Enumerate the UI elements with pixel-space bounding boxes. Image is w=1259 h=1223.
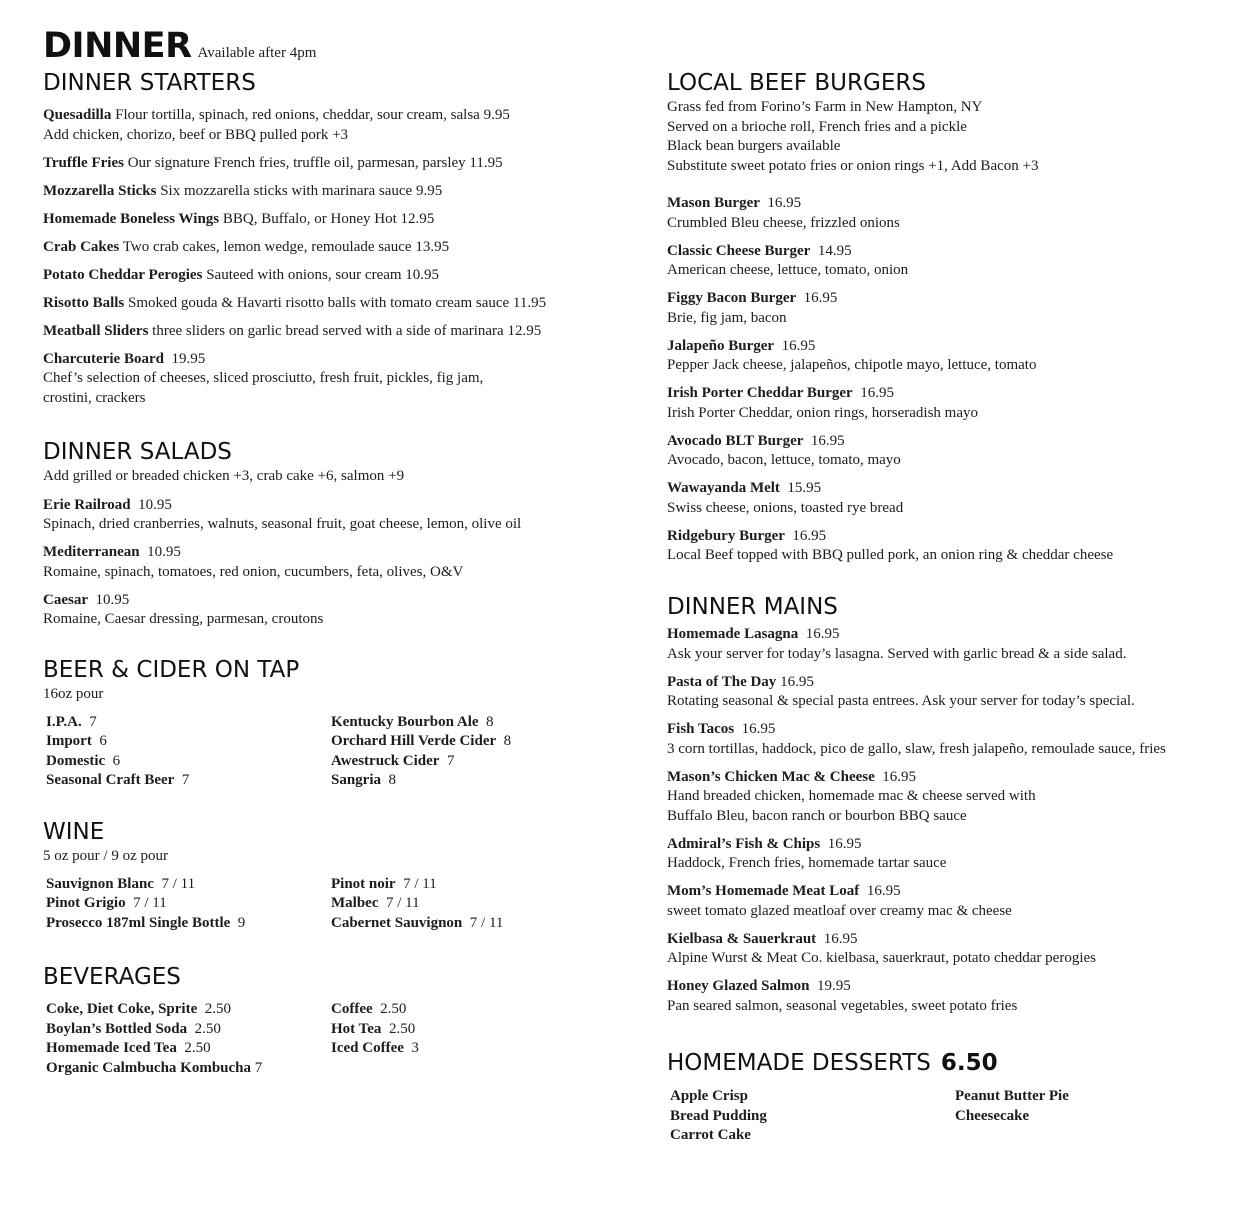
list-item: Cabernet Sauvignon 7 / 11 bbox=[331, 914, 504, 931]
menu-item bbox=[43, 182, 623, 202]
list-item: Coffee 2.50 bbox=[331, 1001, 407, 1017]
burgers-heading: LOCAL BEEF BURGERS bbox=[667, 70, 926, 96]
item-name: Mason Burger bbox=[667, 195, 760, 211]
item-price: 10.95 bbox=[147, 544, 181, 560]
desserts-heading: HOMEMADE DESSERTS bbox=[667, 1050, 931, 1076]
menu-item bbox=[667, 384, 1237, 423]
item-name: Admiral’s Fish & Chips bbox=[667, 835, 821, 852]
item-price: 16.95 bbox=[866, 883, 901, 899]
item-name: Pasta of The Day bbox=[667, 673, 777, 690]
list-item: Sangria 8 bbox=[331, 772, 397, 788]
item-extra: Add chicken, chorizo, beef or BBQ pulled pork +3 bbox=[43, 126, 349, 143]
menu-item bbox=[43, 591, 623, 630]
item-description: Rotating seasonal & special pasta entrees. Ask your server for today’s special. bbox=[667, 693, 1135, 709]
item-price: 16.95 bbox=[803, 290, 838, 306]
item-name: Mediterranean bbox=[43, 544, 140, 560]
list-item: Pinot noir 7 / 11 bbox=[331, 875, 437, 892]
item-name: Caesar bbox=[43, 591, 88, 608]
desserts-price: 6.50 bbox=[940, 1050, 998, 1076]
item-description: Romaine, Caesar dressing, parmesan, croutons bbox=[43, 611, 324, 627]
list-item: Hot Tea 2.50 bbox=[331, 1020, 416, 1037]
item-description: American cheese, lettuce, tomato, onion bbox=[667, 262, 909, 278]
item-description: Ask your server for today’s lasagna. Served with garlic bread & a side salad. bbox=[667, 645, 1127, 662]
item-description: Two crab cakes, lemon wedge, remoulade sauce 13.95 bbox=[122, 238, 450, 255]
item-name: Fish Tacos bbox=[667, 721, 735, 737]
desserts-list bbox=[667, 1087, 1237, 1147]
item-name: Classic Cheese Burger bbox=[667, 242, 811, 259]
item-description: 3 corn tortillas, haddock, pico de gallo, slaw, fresh jalapeño, remoulade sauce, fries bbox=[667, 740, 1166, 757]
item-name: Quesadilla bbox=[43, 107, 112, 123]
item-price: 14.95 bbox=[817, 242, 852, 259]
list-item: Sauvignon Blanc 7 / 11 bbox=[46, 875, 196, 892]
beer-heading: BEER & CIDER ON TAP bbox=[43, 657, 300, 683]
item-price: 16.95 bbox=[805, 626, 840, 642]
item-price: 15.95 bbox=[787, 480, 822, 496]
menu-item bbox=[667, 194, 1237, 233]
item-price: 10.95 bbox=[138, 496, 172, 513]
list-item: Seasonal Craft Beer 7 bbox=[46, 772, 190, 788]
menu-item bbox=[667, 337, 1237, 376]
item-name: Kielbasa & Sauerkraut bbox=[667, 930, 817, 947]
wine-section bbox=[43, 817, 623, 935]
menu-title-row bbox=[43, 26, 316, 66]
menu-item bbox=[43, 106, 623, 145]
item-name: Crab Cakes bbox=[43, 238, 120, 255]
item-price: 16.95 bbox=[882, 768, 917, 785]
desserts-section bbox=[667, 1048, 1237, 1147]
wine-note: 5 oz pour / 9 oz pour bbox=[43, 848, 168, 864]
item-description: Our signature French fries, truffle oil, parmesan, parsley 11.95 bbox=[127, 154, 503, 171]
item-price: 16.95 bbox=[827, 835, 862, 852]
item-name: Risotto Balls bbox=[43, 294, 125, 311]
list-item: I.P.A. 7 bbox=[46, 713, 97, 730]
item-description: Hand breaded chicken, homemade mac & cheese served with bbox=[667, 788, 1036, 804]
item-description: Avocado, bacon, lettuce, tomato, mayo bbox=[667, 452, 901, 468]
list-item: Apple Crisp bbox=[670, 1088, 748, 1104]
menu-item bbox=[667, 930, 1237, 969]
menu-item bbox=[667, 527, 1237, 566]
menu-item bbox=[43, 350, 623, 409]
beer-section bbox=[43, 655, 623, 793]
menu-item bbox=[667, 768, 1237, 827]
item-price: 16.95 bbox=[823, 930, 858, 947]
burgers-intro: Grass fed from Forino’s Farm in New Hampton, NY Served on a brioche roll, French fries and a pickle Black bean burgers available Substitute sweet potato fries or onion rings +1, Add Bacon +3 bbox=[667, 99, 1039, 174]
item-name: Homemade Lasagna bbox=[667, 626, 799, 642]
menu-title-note: Available after 4pm bbox=[197, 45, 317, 61]
list-item: Bread Pudding bbox=[670, 1107, 767, 1124]
list-item: Orchard Hill Verde Cider 8 bbox=[331, 733, 512, 749]
list-item: Domestic 6 bbox=[46, 752, 121, 769]
list-item: Cheesecake bbox=[955, 1107, 1030, 1124]
menu-item bbox=[43, 238, 623, 258]
menu-item bbox=[667, 432, 1237, 471]
item-description: BBQ, Buffalo, or Honey Hot 12.95 bbox=[222, 210, 435, 227]
wine-heading: WINE bbox=[43, 819, 105, 845]
item-description: Romaine, spinach, tomatoes, red onion, cucumbers, feta, olives, O&V bbox=[43, 563, 464, 580]
beverages-section bbox=[43, 962, 623, 1080]
menu-item bbox=[667, 835, 1237, 874]
list-item: Boylan’s Bottled Soda 2.50 bbox=[46, 1020, 221, 1037]
menu-item bbox=[667, 242, 1237, 281]
list-item: Pinot Grigio 7 / 11 bbox=[46, 895, 167, 911]
item-price: 19.95 bbox=[171, 350, 206, 367]
item-description: Flour tortilla, spinach, red onions, cheddar, sour cream, salsa 9.95 bbox=[115, 107, 510, 123]
mains-section bbox=[667, 592, 1237, 1025]
item-description: Alpine Wurst & Meat Co. kielbasa, sauerkraut, potato cheddar perogies bbox=[667, 950, 1096, 966]
list-item: Import 6 bbox=[46, 733, 107, 749]
menu-item bbox=[43, 154, 623, 174]
item-name: Erie Railroad bbox=[43, 496, 131, 513]
item-description: Pan seared salmon, seasonal vegetables, sweet potato fries bbox=[667, 997, 1018, 1014]
beer-list bbox=[43, 713, 623, 793]
list-item: Iced Coffee 3 bbox=[331, 1040, 419, 1056]
item-name: Mom’s Homemade Meat Loaf bbox=[667, 883, 860, 899]
list-item: Homemade Iced Tea 2.50 bbox=[46, 1040, 211, 1056]
item-description: Buffalo Bleu, bacon ranch or bourbon BBQ sauce bbox=[667, 807, 967, 824]
list-item: Carrot Cake bbox=[670, 1127, 751, 1143]
item-price: 10.95 bbox=[95, 591, 130, 608]
mains-heading: DINNER MAINS bbox=[667, 594, 838, 620]
item-name: Homemade Boneless Wings bbox=[43, 210, 220, 227]
list-item: Organic Calmbucha Kombucha 7 bbox=[46, 1059, 263, 1076]
item-description: Swiss cheese, onions, toasted rye bread bbox=[667, 499, 904, 516]
item-name: Avocado BLT Burger bbox=[667, 432, 804, 449]
salads-section bbox=[43, 437, 623, 638]
item-description: Pepper Jack cheese, jalapeños, chipotle mayo, lettuce, tomato bbox=[667, 357, 1037, 373]
item-description: sweet tomato glazed meatloaf over creamy mac & cheese bbox=[667, 902, 1012, 919]
item-extra: Chef’s selection of cheeses, sliced prosciutto, fresh fruit, pickles, fig jam, bbox=[43, 370, 484, 386]
list-item: Prosecco 187ml Single Bottle 9 bbox=[46, 914, 246, 931]
menu-item bbox=[667, 289, 1237, 328]
item-price: 16.95 bbox=[860, 385, 894, 401]
menu-item bbox=[43, 294, 623, 314]
item-description: Haddock, French fries, homemade tartar sauce bbox=[667, 855, 947, 871]
menu-item bbox=[43, 210, 623, 230]
starters-section bbox=[43, 68, 623, 417]
item-price: 16.95 bbox=[781, 337, 816, 354]
menu-item bbox=[43, 496, 623, 535]
item-extra: crostini, crackers bbox=[43, 389, 146, 406]
item-description: Smoked gouda & Havarti risotto balls with tomato cream sauce 11.95 bbox=[128, 294, 547, 311]
starters-heading: DINNER STARTERS bbox=[43, 70, 256, 96]
menu-item bbox=[43, 543, 623, 582]
item-description: Sauteed with onions, sour cream 10.95 bbox=[206, 266, 440, 283]
item-name: Ridgebury Burger bbox=[667, 527, 785, 544]
item-name: Figgy Bacon Burger bbox=[667, 290, 797, 306]
item-price: 16.95 bbox=[767, 195, 802, 211]
menu-item bbox=[667, 479, 1237, 518]
menu-item bbox=[667, 625, 1237, 664]
item-price: 16.95 bbox=[810, 432, 845, 449]
menu-item bbox=[667, 720, 1237, 759]
list-item: Peanut Butter Pie bbox=[955, 1088, 1069, 1104]
list-item: Coke, Diet Coke, Sprite 2.50 bbox=[46, 1001, 231, 1017]
salads-note: Add grilled or breaded chicken +3, crab cake +6, salmon +9 bbox=[43, 468, 405, 484]
menu-item bbox=[667, 977, 1237, 1016]
item-description: Spinach, dried cranberries, walnuts, seasonal fruit, goat cheese, lemon, olive oil bbox=[43, 516, 522, 532]
item-name: Jalapeño Burger bbox=[667, 337, 775, 354]
menu-title: DINNER bbox=[43, 26, 192, 66]
menu-item bbox=[43, 322, 623, 342]
beer-note: 16oz pour bbox=[43, 686, 104, 702]
item-name: Wawayanda Melt bbox=[667, 480, 780, 496]
menu-item bbox=[667, 673, 1237, 712]
item-name: Truffle Fries bbox=[43, 154, 124, 171]
item-name: Potato Cheddar Perogies bbox=[43, 266, 203, 283]
item-name: Charcuterie Board bbox=[43, 350, 164, 367]
item-price: 16.95 bbox=[741, 721, 776, 737]
item-description: Crumbled Bleu cheese, frizzled onions bbox=[667, 214, 900, 231]
list-item: Kentucky Bourbon Ale 8 bbox=[331, 713, 494, 730]
list-item: Malbec 7 / 11 bbox=[331, 895, 420, 911]
item-name: Irish Porter Cheddar Burger bbox=[667, 385, 853, 401]
beverages-heading: BEVERAGES bbox=[43, 964, 181, 990]
item-name: Honey Glazed Salmon bbox=[667, 978, 810, 994]
salads-heading: DINNER SALADS bbox=[43, 439, 232, 465]
item-price: 16.95 bbox=[780, 673, 814, 690]
item-name: Meatball Sliders bbox=[43, 322, 149, 339]
item-price: 19.95 bbox=[817, 978, 851, 994]
item-name: Mozzarella Sticks bbox=[43, 182, 157, 199]
item-description: Irish Porter Cheddar, onion rings, horseradish mayo bbox=[667, 404, 979, 421]
item-price: 16.95 bbox=[792, 527, 827, 544]
menu-item bbox=[667, 882, 1237, 921]
item-description: Local Beef topped with BBQ pulled pork, an onion ring & cheddar cheese bbox=[667, 547, 1114, 563]
item-name: Mason’s Chicken Mac & Cheese bbox=[667, 768, 875, 785]
menu-item bbox=[43, 266, 623, 286]
wine-list bbox=[43, 875, 623, 935]
list-item: Awestruck Cider 7 bbox=[331, 752, 455, 769]
burgers-section bbox=[667, 68, 1237, 574]
item-description: Six mozzarella sticks with marinara sauce 9.95 bbox=[160, 182, 443, 199]
item-description: three sliders on garlic bread served with a side of marinara 12.95 bbox=[152, 322, 542, 339]
beverages-list bbox=[43, 1000, 623, 1080]
item-description: Brie, fig jam, bacon bbox=[667, 309, 787, 326]
